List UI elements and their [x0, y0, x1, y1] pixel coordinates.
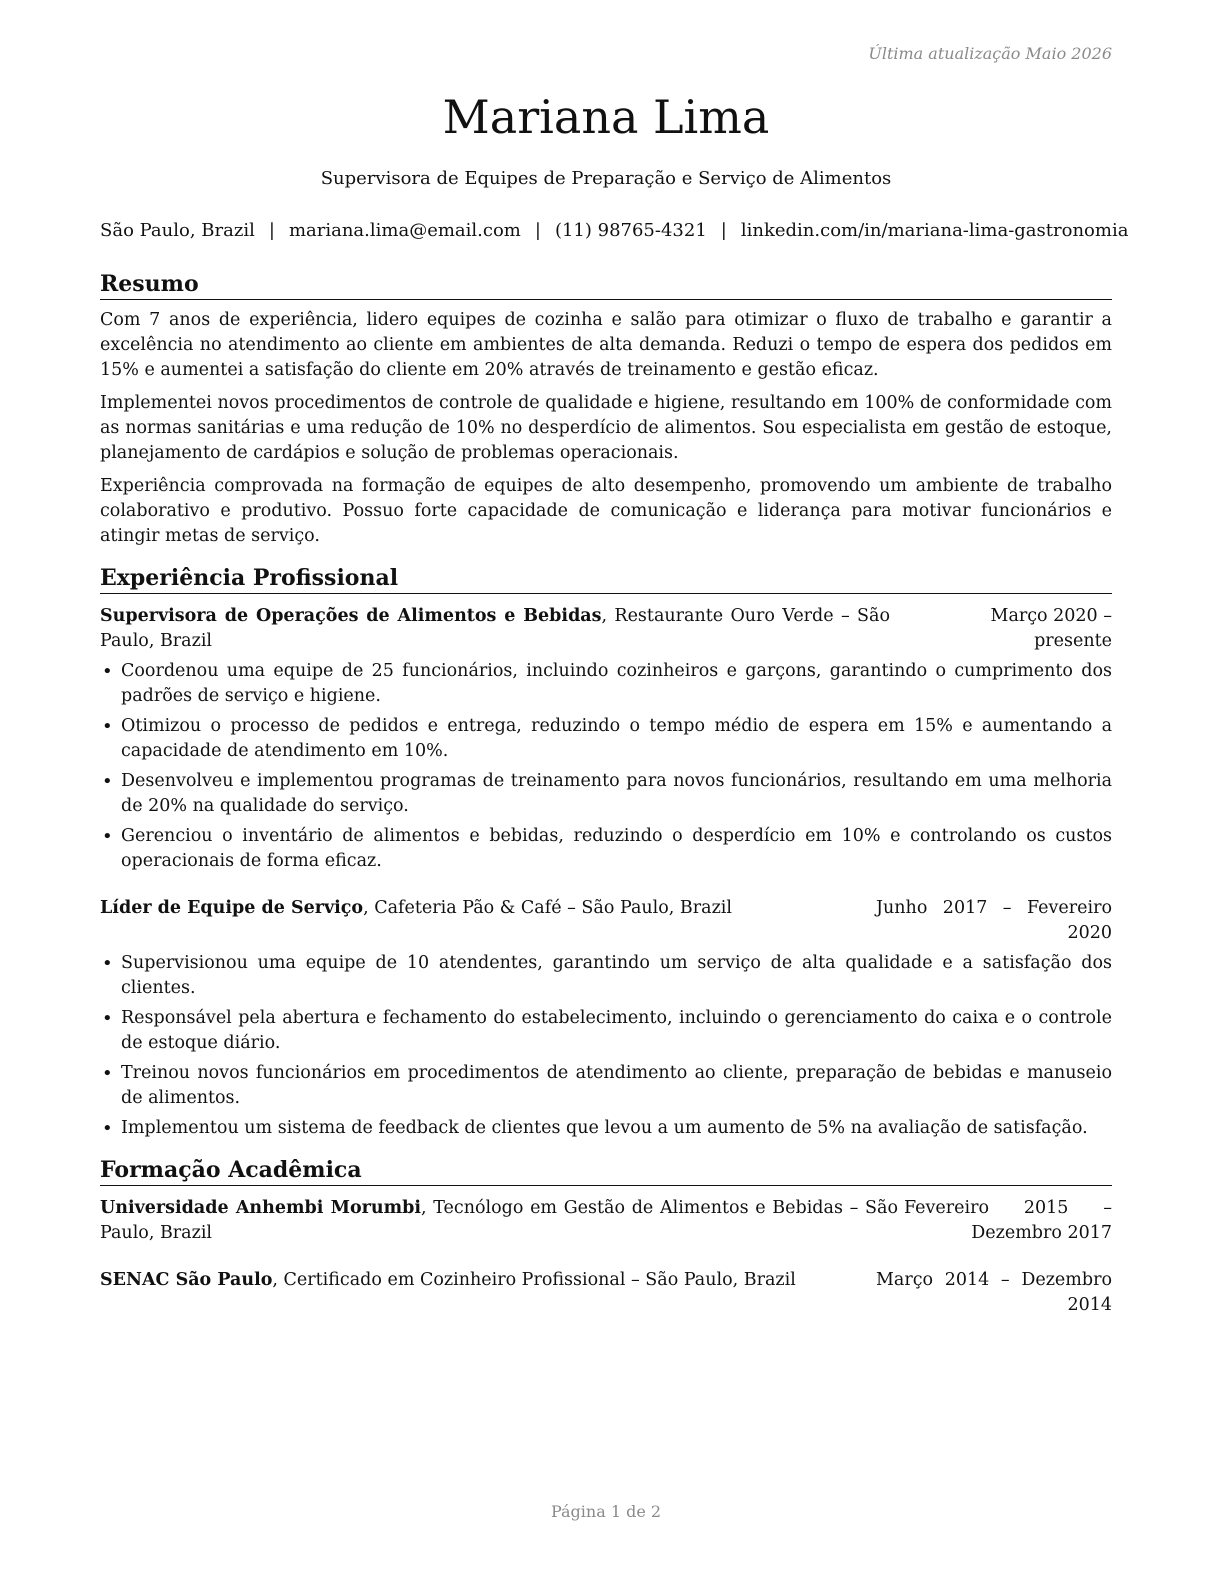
- contact-separator: |: [268, 220, 275, 241]
- list-item: • Supervisionou uma equipe de 10 atendentes, garantindo um serviço de alta qualidade e a satisfação dos clientes.: [100, 951, 1112, 1001]
- job-role: Supervisora de Operações de Alimentos e Bebidas: [100, 606, 602, 626]
- education-entry: [100, 1268, 1112, 1318]
- education-school: SENAC São Paulo: [100, 1270, 273, 1290]
- education-heading: Formação Acadêmica: [100, 1155, 1112, 1186]
- education-header: [100, 1196, 1112, 1246]
- summary-paragraph: Com 7 anos de experiência, lidero equipes de cozinha e salão para otimizar o fluxo de trabalho e garantir a excelência no atendimento ao cliente em ambientes de alta demanda. Reduzi o tempo de espera dos pedidos em 15% e aumentei a satisfação do cliente em 20% através de treinamento e gestão eficaz.: [100, 310, 1112, 380]
- resume-content: [100, 269, 1112, 1330]
- contact-linkedin[interactable]: linkedin.com/in/mariana-lima-gastronomia: [740, 220, 1129, 241]
- education-title-line: [100, 1196, 898, 1246]
- contact-email[interactable]: mariana.lima@email.com: [288, 220, 521, 241]
- education-dates: Março 2014 – Dezembro 2014: [876, 1270, 1112, 1315]
- job-place: , Cafeteria Pão & Café – São Paulo, Brazil: [363, 898, 732, 918]
- education-title-line: [100, 1268, 860, 1293]
- job-header: [100, 896, 1112, 946]
- contact-location: São Paulo, Brazil: [100, 220, 255, 241]
- list-item: • Desenvolveu e implementou programas de treinamento para novos funcionários, resultando em uma melhoria de 20% na qualidade do serviço.: [100, 769, 1112, 819]
- list-item: • Responsável pela abertura e fechamento do estabelecimento, incluindo o gerenciamento do caixa e o controle de estoque diário.: [100, 1006, 1112, 1056]
- job-title-line: [100, 896, 860, 921]
- job-bullets: [100, 659, 1112, 874]
- summary-section: [100, 269, 1112, 549]
- list-item: • Coordenou uma equipe de 25 funcionários, incluindo cozinheiros e garçons, garantindo o cumprimento dos padrões de serviço e higiene.: [100, 659, 1112, 709]
- candidate-name: Mariana Lima: [442, 90, 770, 144]
- contact-separator: |: [720, 220, 727, 241]
- job-role: Líder de Equipe de Serviço: [100, 898, 364, 918]
- list-item: • Otimizou o processo de pedidos e entrega, reduzindo o tempo médio de espera em 15% e aumentando a capacidade de atendimento em 10%.: [100, 714, 1112, 764]
- contact-phone: (11) 98765-4321: [554, 220, 707, 241]
- summary-paragraph: Implementei novos procedimentos de controle de qualidade e higiene, resultando em 100% de conformidade com as normas sanitárias e uma redução de 10% no desperdício de alimentos. Sou especialista em gestão de estoque, planejamento de cardápios e solução de problemas operacionais.: [100, 393, 1112, 463]
- job-title-line: [100, 604, 890, 654]
- job-entry: [100, 604, 1112, 874]
- job-header: [100, 604, 1112, 654]
- summary-paragraph: Experiência comprovada na formação de equipes de alto desempenho, promovendo um ambiente de trabalho colaborativo e produtivo. Possuo forte capacidade de comunicação e liderança para motivar funcionários e atingir metas de serviço.: [100, 476, 1112, 546]
- job-bullets: [100, 951, 1112, 1141]
- list-item: • Gerenciou o inventário de alimentos e bebidas, reduzindo o desperdício em 10% e controlando os custos operacionais de forma eficaz.: [100, 824, 1112, 874]
- job-dates: Junho 2017 – Fevereiro 2020: [876, 898, 1112, 943]
- job-dates: Março 2020 – presente: [990, 606, 1112, 651]
- experience-heading: Experiência Profissional: [100, 563, 1112, 594]
- job-entry: [100, 896, 1112, 1141]
- education-school: Universidade Anhembi Morumbi: [100, 1198, 421, 1218]
- candidate-title: Supervisora de Equipes de Preparação e Serviço de Alimentos: [320, 168, 892, 189]
- last-updated: Última atualização Maio 2026: [868, 44, 1112, 63]
- summary-heading: Resumo: [100, 269, 1112, 300]
- experience-section: [100, 563, 1112, 1141]
- resume-page: [100, 0, 1129, 1584]
- education-header: [100, 1268, 1112, 1318]
- list-item: • Treinou novos funcionários em procedimentos de atendimento ao cliente, preparação de bebidas e manuseio de alimentos.: [100, 1061, 1112, 1111]
- education-dates: Fevereiro 2015 – Dezembro 2017: [904, 1198, 1112, 1243]
- education-detail: , Tecnólogo em Gestão de Alimentos e Bebidas – São Paulo, Brazil: [100, 1198, 898, 1243]
- contact-line: [100, 219, 1129, 243]
- list-item: • Implementou um sistema de feedback de clientes que levou a um aumento de 5% na avaliação de satisfação.: [100, 1116, 1112, 1141]
- page-number: Página 1 de 2: [550, 1502, 662, 1521]
- contact-separator: |: [534, 220, 541, 241]
- job-place: , Restaurante Ouro Verde – São Paulo, Brazil: [100, 606, 890, 651]
- education-entry: [100, 1196, 1112, 1246]
- education-section: [100, 1155, 1112, 1318]
- education-detail: , Certificado em Cozinheiro Profissional – São Paulo, Brazil: [272, 1270, 796, 1290]
